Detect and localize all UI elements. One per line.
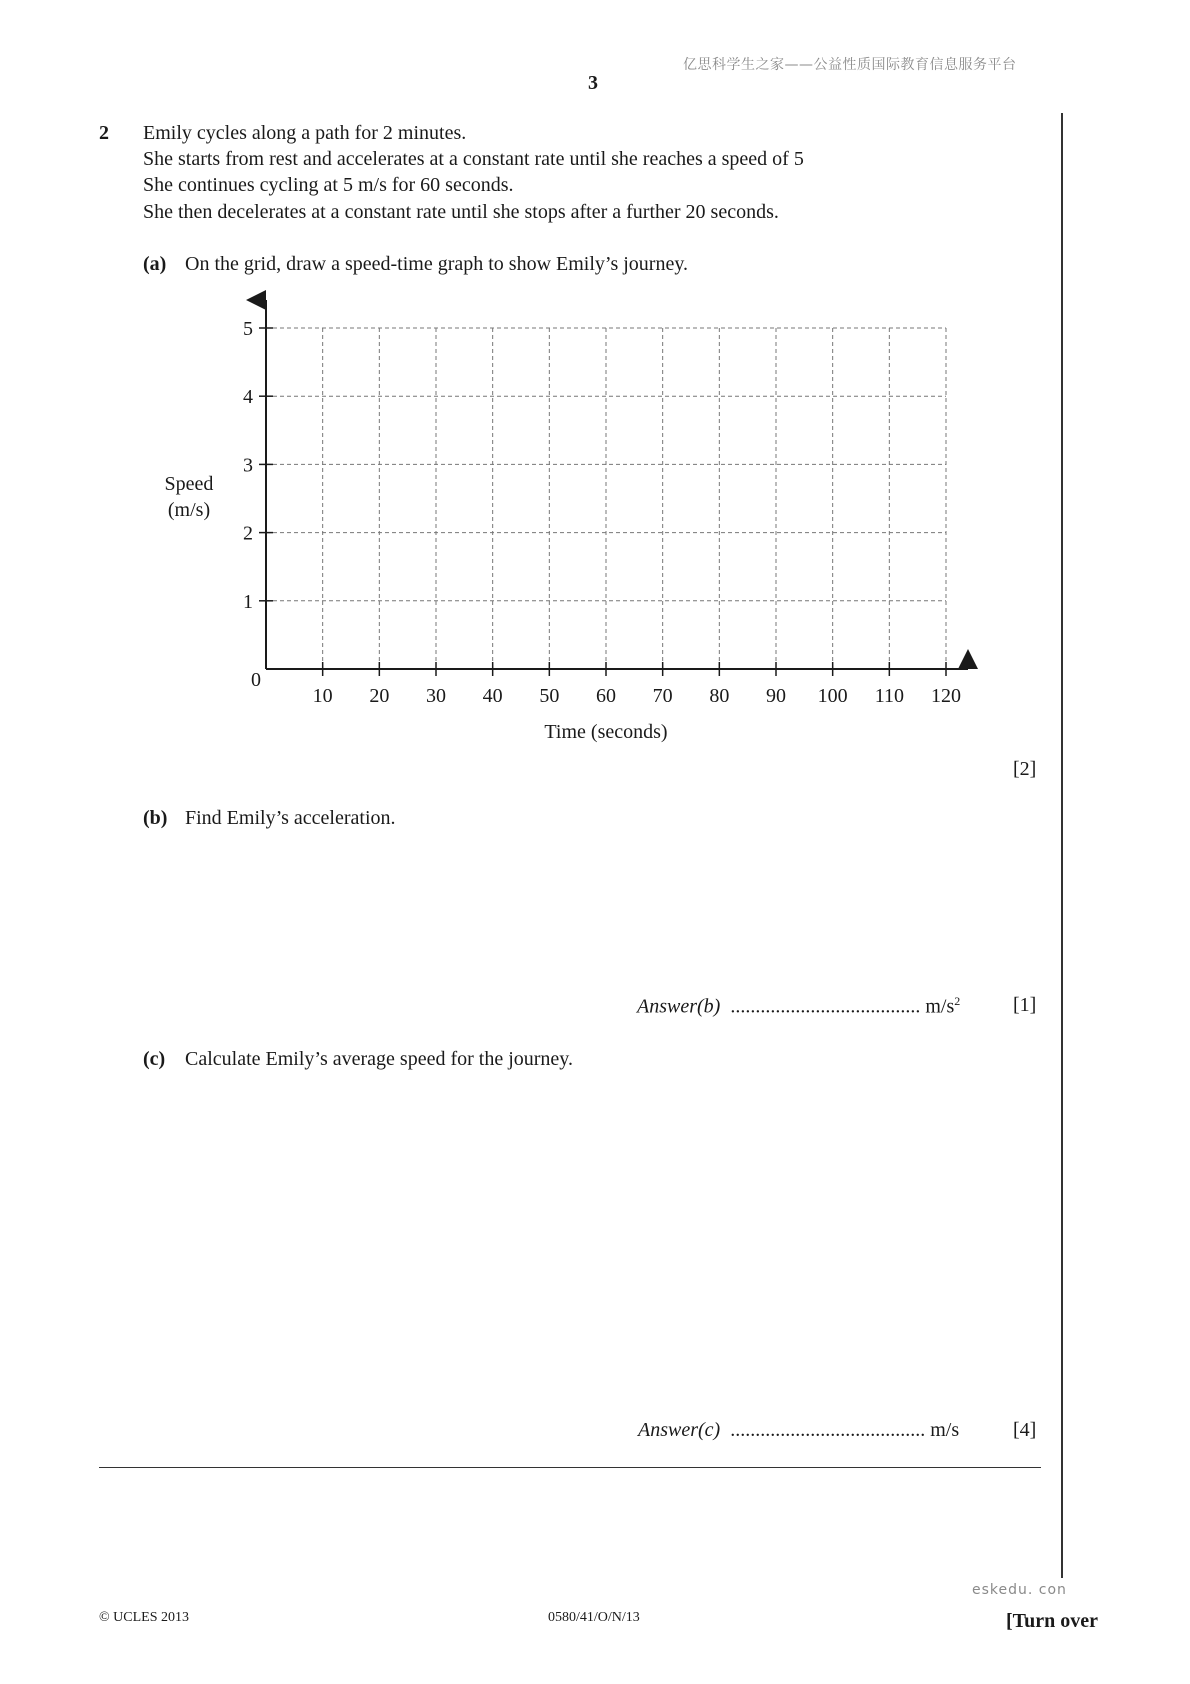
footer-copyright: © UCLES 2013 xyxy=(99,1610,189,1625)
answer-b-unit: m/s xyxy=(925,995,955,1018)
answer-c-label: Answer(c) xyxy=(638,1419,721,1441)
y-tick-label-1: 1 xyxy=(243,590,253,613)
y-tick-label-5: 5 xyxy=(243,318,253,340)
answer-c-unit: m/s xyxy=(930,1419,960,1441)
answer-b-field[interactable]: ...................................... xyxy=(730,995,921,1018)
answer-c-row xyxy=(638,1419,959,1442)
y-tick-label-4: 4 xyxy=(243,386,253,409)
answer-b-unit-sup: 2 xyxy=(954,994,961,1008)
part-a-text: On the grid, draw a speed-time graph to show Emily’s journey. xyxy=(185,253,689,275)
x-tick-label-120: 120 xyxy=(931,685,961,707)
y-tick-label-3: 3 xyxy=(243,454,253,477)
part-b-marks: [1] xyxy=(1013,994,1037,1016)
x-tick-label-90: 90 xyxy=(766,685,786,707)
answer-b-label: Answer(b) xyxy=(637,995,721,1018)
x-tick-label-10: 10 xyxy=(312,685,333,707)
watermark-top: 亿思科学生之家——公益性质国际教育信息服务平台 xyxy=(683,57,1017,73)
question-line-4: She then decelerates at a constant rate until she stops after a further 20 seconds. xyxy=(143,201,779,223)
x-tick-label-100: 100 xyxy=(817,685,848,707)
x-tick-label-110: 110 xyxy=(874,685,904,707)
watermark-bottom: eskedu. con xyxy=(972,1582,1067,1598)
end-of-question-rule xyxy=(99,1467,1041,1468)
footer-code: 0580/41/O/N/13 xyxy=(548,1610,640,1625)
x-tick-label-50: 50 xyxy=(539,685,560,707)
x-tick-label-70: 70 xyxy=(652,685,673,707)
part-c-text: Calculate Emily’s average speed for the journey. xyxy=(185,1048,573,1070)
question-line-3: She continues cycling at 5 m/s for 60 seconds. xyxy=(143,174,514,196)
answer-c-field[interactable]: ....................................... xyxy=(730,1419,926,1441)
part-c-marks: [4] xyxy=(1013,1419,1037,1441)
x-tick-label-80: 80 xyxy=(709,685,730,707)
x-tick-label-20: 20 xyxy=(369,685,390,707)
turn-over: [Turn over xyxy=(1006,1610,1099,1632)
answer-b-row xyxy=(637,994,960,1019)
y-tick-label-2: 2 xyxy=(243,522,253,545)
x-tick-label-60: 60 xyxy=(596,685,616,707)
x-axis-title: Time (seconds) xyxy=(544,721,668,743)
x-tick-label-40: 40 xyxy=(482,685,503,707)
part-c-label: (c) xyxy=(143,1048,166,1070)
y-axis-title-line2: (m/s) xyxy=(167,499,211,521)
page-number: 3 xyxy=(588,72,598,94)
question-line-2: She starts from rest and accelerates at a constant rate until she reaches a speed of 5 xyxy=(143,148,804,170)
speed-time-grid[interactable] xyxy=(0,0,1190,760)
y-axis-title-line1: Speed xyxy=(164,473,214,495)
origin-label: 0 xyxy=(251,669,261,691)
part-a-label: (a) xyxy=(143,253,167,275)
part-a-marks: [2] xyxy=(1013,758,1037,780)
x-tick-label-30: 30 xyxy=(426,685,446,707)
question-line-1: Emily cycles along a path for 2 minutes. xyxy=(143,122,467,144)
part-b-text: Find Emily’s acceleration. xyxy=(185,807,396,829)
question-number: 2 xyxy=(99,122,109,144)
part-b-label: (b) xyxy=(143,807,168,829)
